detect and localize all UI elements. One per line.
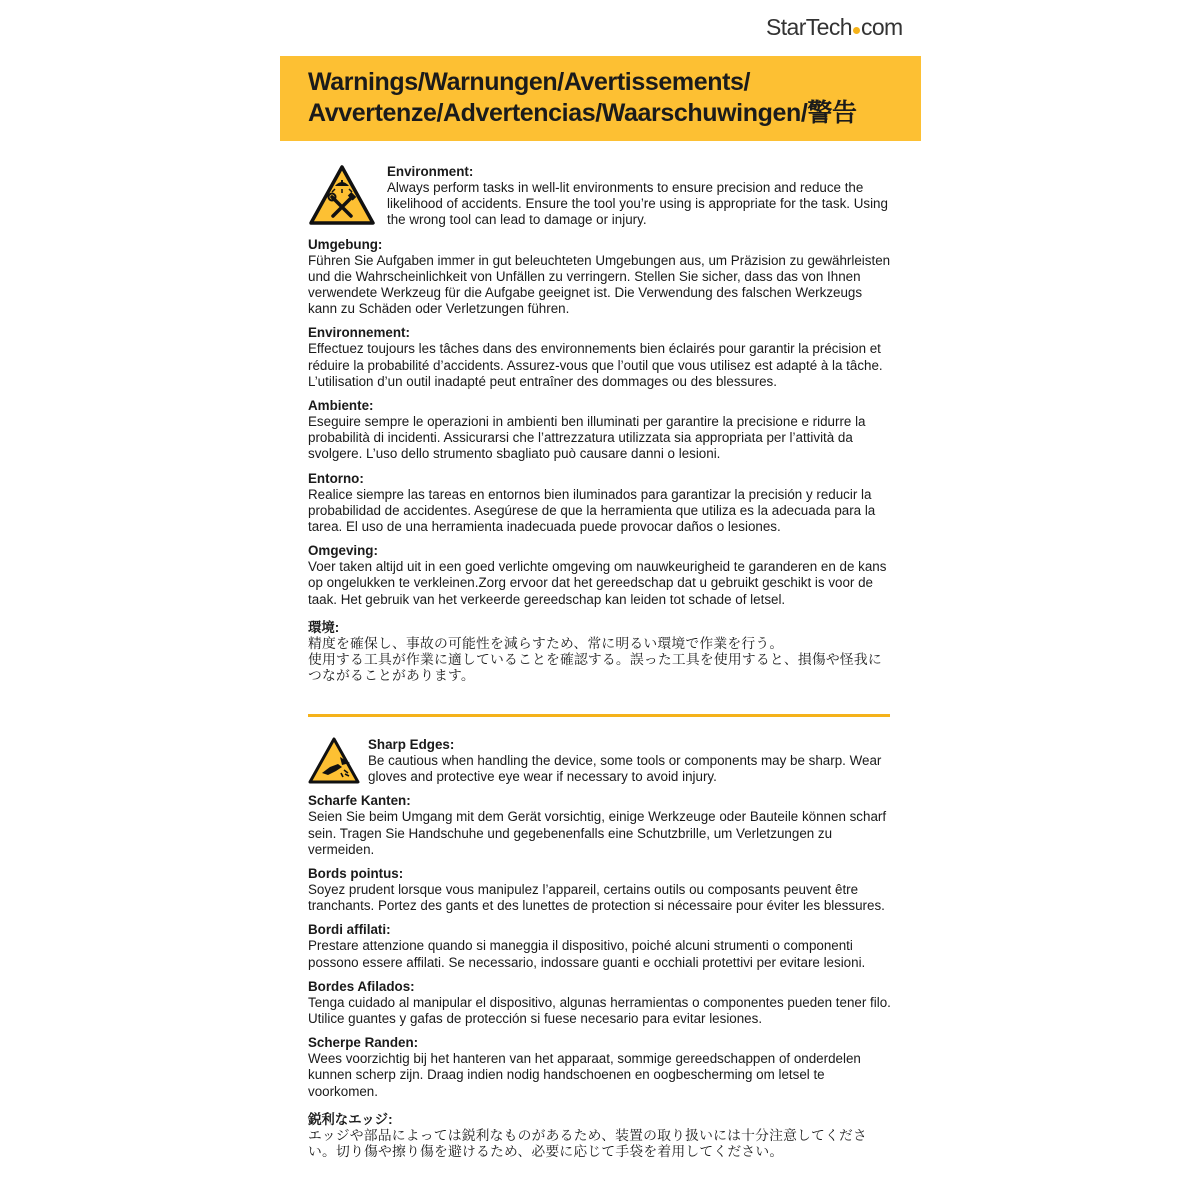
sharp-fr-title: Bords pointus: bbox=[308, 866, 404, 882]
environment-de-text: Führen Sie Aufgaben immer in gut beleuchteten Umgebungen aus, um Präzision zu gewährleisten und die Wahrscheinlichkeit von Unfällen zu verringern. Stellen Sie sicher, dass das von Ihnen verwendete Werkzeug für die Aufgabe geeignet ist. Die Verwendung des falschen Werkzeugs kann zu Schäden oder Verletzungen führen. bbox=[308, 252, 891, 317]
environment-en-text: Always perform tasks in well-lit environments to ensure precision and reduce the likelihood of accidents. Ensure the tool you’re using is appropriate for the task. Using the wrong tool can lead to damage or injury. bbox=[387, 180, 888, 228]
sharp-es-block bbox=[308, 979, 892, 1027]
sharp-it-title: Bordi affilati: bbox=[308, 922, 391, 938]
environment-nl-title: Omgeving: bbox=[308, 543, 378, 559]
section-divider bbox=[308, 714, 890, 717]
environment-it-text: Eseguire sempre le operazioni in ambienti ben illuminati per garantire la precisione e ridurre la probabilità di incidenti. Assicurarsi che l’attrezzatura utilizzata sia appropriata per l’attività da svolgere. L’uso dello strumento sbagliato può causare danni o lesioni. bbox=[308, 414, 866, 462]
sharp-it-block bbox=[308, 922, 892, 970]
environment-nl-block bbox=[308, 543, 892, 608]
logo-dot bbox=[853, 27, 860, 34]
sharp-en-title: Sharp Edges: bbox=[368, 737, 455, 752]
environment-es-title: Entorno: bbox=[308, 470, 364, 486]
environment-de-title: Umgebung: bbox=[308, 236, 383, 252]
sharp-de-block bbox=[308, 793, 892, 858]
sharp-fr-block bbox=[308, 866, 892, 914]
sharp-fr-text: Soyez prudent lorsque vous manipulez l’appareil, certains outils ou composants peuvent être tranchants. Portez des gants et des lunettes de protection si nécessaire pour éviter les blessures. bbox=[308, 882, 885, 914]
sharp-ja-title: 鋭利なエッジ: bbox=[308, 1111, 393, 1127]
sharp-it-text: Prestare attenzione quando si maneggia il dispositivo, poiché alcuni strumenti o componenti possono essere affilati. Se necessario, indossare guanti e occhiali protettivi per evitare lesioni. bbox=[308, 938, 866, 970]
logo-text-right: com bbox=[860, 14, 903, 40]
environment-ja-title: 環境: bbox=[308, 619, 340, 635]
sharp-edges-warning-icon bbox=[308, 737, 368, 785]
environment-en-block bbox=[308, 164, 892, 229]
sharp-es-text: Tenga cuidado al manipular el dispositivo, algunas herramientas o componentes pueden tener filo. Utilice guantes y gafas de protección si fuese necesario para evitar lesiones. bbox=[308, 994, 891, 1027]
environment-de-block bbox=[308, 237, 892, 318]
sharp-de-title: Scharfe Kanten: bbox=[308, 793, 411, 809]
sharp-nl-block bbox=[308, 1035, 892, 1100]
environment-it-block bbox=[308, 398, 892, 463]
environment-it-title: Ambiente: bbox=[308, 398, 374, 414]
environment-fr-text: Effectuez toujours les tâches dans des environnements bien éclairés pour garantir la précision et réduire la probabilité d’accidents. Assurez-vous que l’outil que vous utilisez est adapté à la tâche. L’utilisation d’un outil inadapté peut entraîner des dommages ou des blessures. bbox=[308, 341, 883, 389]
warnings-banner bbox=[280, 56, 921, 141]
sharp-de-text: Seien Sie beim Umgang mit dem Gerät vorsichtig, einige Werkzeuge oder Bauteile können scharf sein. Tragen Sie Handschuhe und gegebenenfalls eine Schutzbrille, um Verletzungen zu vermeiden. bbox=[308, 809, 887, 857]
environment-ja-block bbox=[308, 620, 892, 685]
banner-title-line-1: Warnings/Warnungen/Avertissements/ bbox=[308, 68, 751, 96]
sharp-es-title: Bordes Afilados: bbox=[308, 978, 415, 994]
banner-title-line-2: Avvertenze/Advertencias/Waarschuwingen/警告 bbox=[308, 99, 857, 127]
environment-es-text: Realice siempre las tareas en entornos bien iluminados para garantizar la precisión y reducir la probabilidad de accidentes. Asegúrese de que la herramienta que utiliza es la adecuada para la tarea. El uso de una herramienta inadecuada puede provocar daños o lesiones. bbox=[308, 486, 876, 535]
sharp-edges-section bbox=[308, 737, 892, 1168]
environment-section bbox=[308, 164, 892, 692]
sharp-nl-text: Wees voorzichtig bij het hanteren van het apparaat, sommige gereedschappen of onderdelen kunnen scherp zijn. Draag indien nodig handschoenen en oogbescherming om letsel te voorkomen. bbox=[308, 1051, 861, 1099]
startech-logo bbox=[766, 14, 916, 40]
sharp-ja-text: エッジや部品によっては鋭利なものがあるため、装置の取り扱いには十分注意してください。切り傷や擦り傷を避けるため、必要に応じて手袋を着用してください。 bbox=[308, 1127, 868, 1160]
sharp-en-block bbox=[308, 737, 892, 785]
environment-fr-title: Environnement: bbox=[308, 325, 410, 341]
sharp-en-text: Be cautious when handling the device, some tools or components may be sharp. Wear gloves and protective eye wear if necessary to avoid injury. bbox=[368, 753, 882, 785]
sharp-nl-title: Scherpe Randen: bbox=[308, 1035, 419, 1051]
environment-ja-text-1: 精度を確保し、事故の可能性を減らすため、常に明るい環境で作業を行う。 bbox=[308, 635, 784, 651]
environment-warning-icon bbox=[308, 164, 387, 226]
environment-es-block bbox=[308, 471, 892, 536]
environment-en-title: Environment: bbox=[387, 164, 474, 179]
logo-text-left: StarTech bbox=[766, 14, 852, 40]
environment-fr-block bbox=[308, 325, 892, 390]
environment-ja-text-2: 使用する工具が作業に適していることを確認する。誤った工具を使用すると、損傷や怪我につながることがあります。 bbox=[308, 652, 882, 684]
sharp-ja-block bbox=[308, 1112, 892, 1160]
environment-nl-text: Voer taken altijd uit in een goed verlichte omgeving om nauwkeurigheid te garanderen en de kans op ongelukken te verkleinen.Zorg ervoor dat het gereedschap dat u gebruikt geschikt is voor de taak. Het gebruik van het verkeerde gereedschap kan leiden tot schade of letsel. bbox=[308, 559, 887, 607]
